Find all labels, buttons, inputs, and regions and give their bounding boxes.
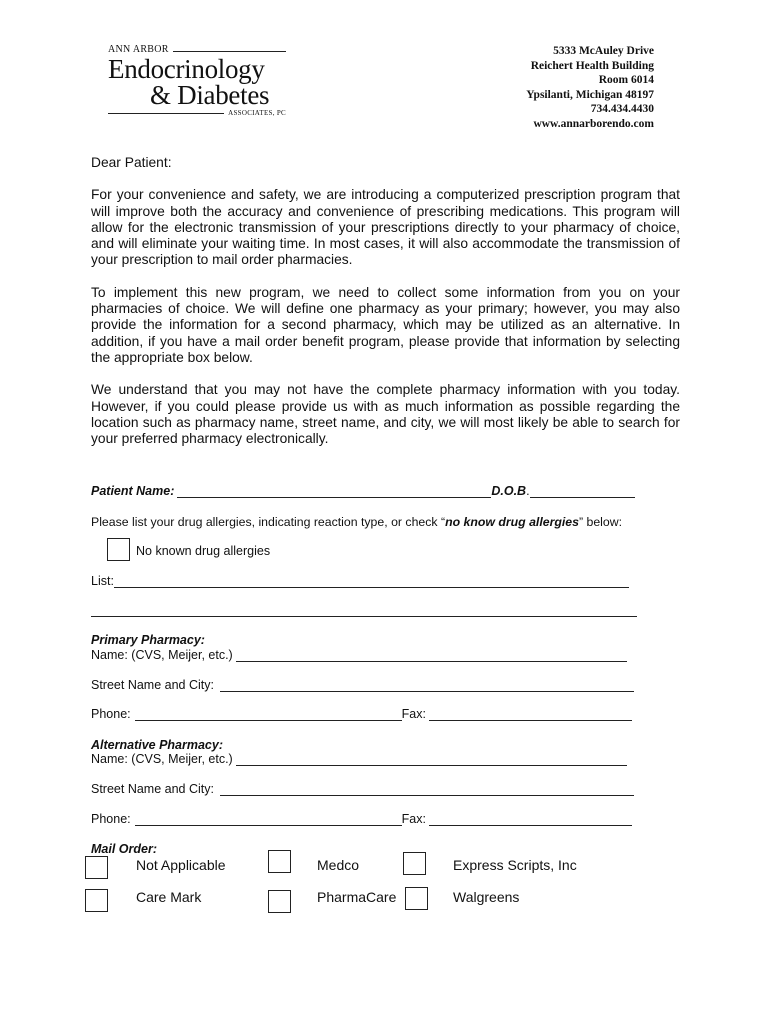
primary-phone-label: Phone: (91, 707, 131, 721)
alternative-street-row (91, 782, 634, 796)
primary-heading-row (91, 633, 205, 647)
dob-dot: . (526, 484, 530, 498)
walgreens-label: Walgreens (453, 889, 520, 905)
logo-top-rule (173, 51, 286, 52)
address-room: Room 6014 (598, 74, 654, 86)
allergy-list-label: List: (91, 574, 114, 588)
primary-name-row (91, 648, 627, 662)
address-street: 5333 McAuley Drive (553, 45, 654, 57)
alternative-fax-label: Fax: (401, 812, 426, 826)
letter-paragraph-1: For your convenience and safety, we are introducing a computerized prescription program that will improve both the accuracy and convenience of prescribing medications. This program will allow for the electronic transmission of your prescriptions directly to your pharmacy of choice, and will eliminate your waiting time. In most cases, it will also accommodate the transmission of your prescription to mail order pharmacies. (91, 187, 680, 268)
practice-logo (108, 44, 286, 117)
logo-bottom-rule (108, 113, 224, 114)
allergy-list-field-2[interactable] (91, 603, 637, 617)
medco-checkbox[interactable] (268, 850, 291, 873)
pharmacare-label: PharmaCare (317, 889, 397, 905)
letter-greeting: Dear Patient: (91, 155, 172, 170)
alternative-phone-row (91, 812, 632, 826)
logo-top-text: ANN ARBOR (108, 44, 169, 55)
logo-name-line2: & Diabetes (150, 80, 270, 110)
express-scripts-label: Express Scripts, Inc (453, 857, 577, 873)
letter-paragraph-3: We understand that you may not have the complete pharmacy information with you today. However, if you could please provide us with as much information as possible regarding the location such as pharmacy name, street name, and city, we will most likely be able to search for your preferred pharmacy electronically. (91, 382, 680, 447)
address-website: www.annarborendo.com (533, 117, 654, 130)
primary-street-row (91, 678, 634, 692)
alternative-fax-field[interactable] (429, 812, 632, 826)
alternative-phone-label: Phone: (91, 812, 131, 826)
logo-bottom-line (108, 109, 286, 117)
not-applicable-checkbox[interactable] (85, 856, 108, 879)
letter-body (91, 155, 680, 463)
letter-paragraph-2: To implement this new program, we need to collect some information from you on your pharmacies of choice. We will define one pharmacy as your primary; however, you may also provide the information for a second pharmacy, which may be utilized as an alternative. In addition, if you have a mail order benefit program, please provide that information by selecting the appropriate box below. (91, 284, 680, 365)
walgreens-checkbox[interactable] (405, 887, 428, 910)
allergy-prompt (91, 515, 622, 529)
care-mark-checkbox[interactable] (85, 889, 108, 912)
patient-name-label: Patient Name: (91, 484, 175, 498)
patient-name-field[interactable] (177, 484, 491, 498)
logo-name-line1: Endocrinology (108, 54, 265, 84)
pharmacare-checkbox[interactable] (268, 890, 291, 913)
alternative-name-label: Name: (CVS, Meijer, etc.) (91, 752, 233, 766)
no-allergies-row (136, 544, 270, 558)
allergy-list-row (91, 574, 629, 588)
practice-address (526, 44, 654, 131)
address-city: Ypsilanti, Michigan 48197 (526, 88, 654, 101)
mail-order-heading-row (91, 842, 157, 856)
mail-order-heading: Mail Order: (91, 842, 157, 856)
allergy-prompt-post: ” below: (578, 515, 623, 529)
not-applicable-label: Not Applicable (136, 857, 226, 873)
allergy-prompt-em: no know drug allergies (445, 515, 579, 529)
allergy-list-row-2 (91, 603, 637, 617)
alternative-name-field[interactable] (236, 752, 627, 766)
patient-row (91, 484, 635, 498)
dob-field[interactable] (530, 484, 635, 498)
alternative-street-label: Street Name and City: (91, 782, 214, 796)
alternative-pharmacy-heading: Alternative Pharmacy: (91, 738, 224, 752)
primary-street-label: Street Name and City: (91, 678, 214, 692)
dob-label: D.O.B (491, 484, 527, 498)
alternative-phone-field[interactable] (135, 812, 402, 826)
primary-name-field[interactable] (236, 648, 627, 662)
alternative-street-field[interactable] (220, 782, 634, 796)
primary-fax-label: Fax: (401, 707, 426, 721)
no-allergies-checkbox[interactable] (107, 538, 130, 561)
primary-fax-field[interactable] (429, 707, 632, 721)
address-building: Reichert Health Building (530, 59, 654, 72)
primary-name-label: Name: (CVS, Meijer, etc.) (91, 648, 233, 662)
care-mark-label: Care Mark (136, 889, 202, 905)
alternative-heading-row (91, 738, 223, 752)
primary-street-field[interactable] (220, 678, 634, 692)
no-allergies-label: No known drug allergies (136, 544, 271, 558)
allergy-list-field[interactable] (114, 574, 629, 588)
allergy-prompt-pre: Please list your drug allergies, indicating reaction type, or check “ (91, 515, 446, 529)
medco-label: Medco (317, 857, 360, 873)
primary-phone-field[interactable] (135, 707, 402, 721)
primary-pharmacy-heading: Primary Pharmacy: (91, 633, 205, 647)
address-phone: 734.434.4430 (590, 103, 654, 115)
alternative-name-row (91, 752, 627, 766)
primary-phone-row (91, 707, 632, 721)
logo-bottom-text: ASSOCIATES, PC (228, 109, 286, 117)
express-scripts-checkbox[interactable] (403, 852, 426, 875)
